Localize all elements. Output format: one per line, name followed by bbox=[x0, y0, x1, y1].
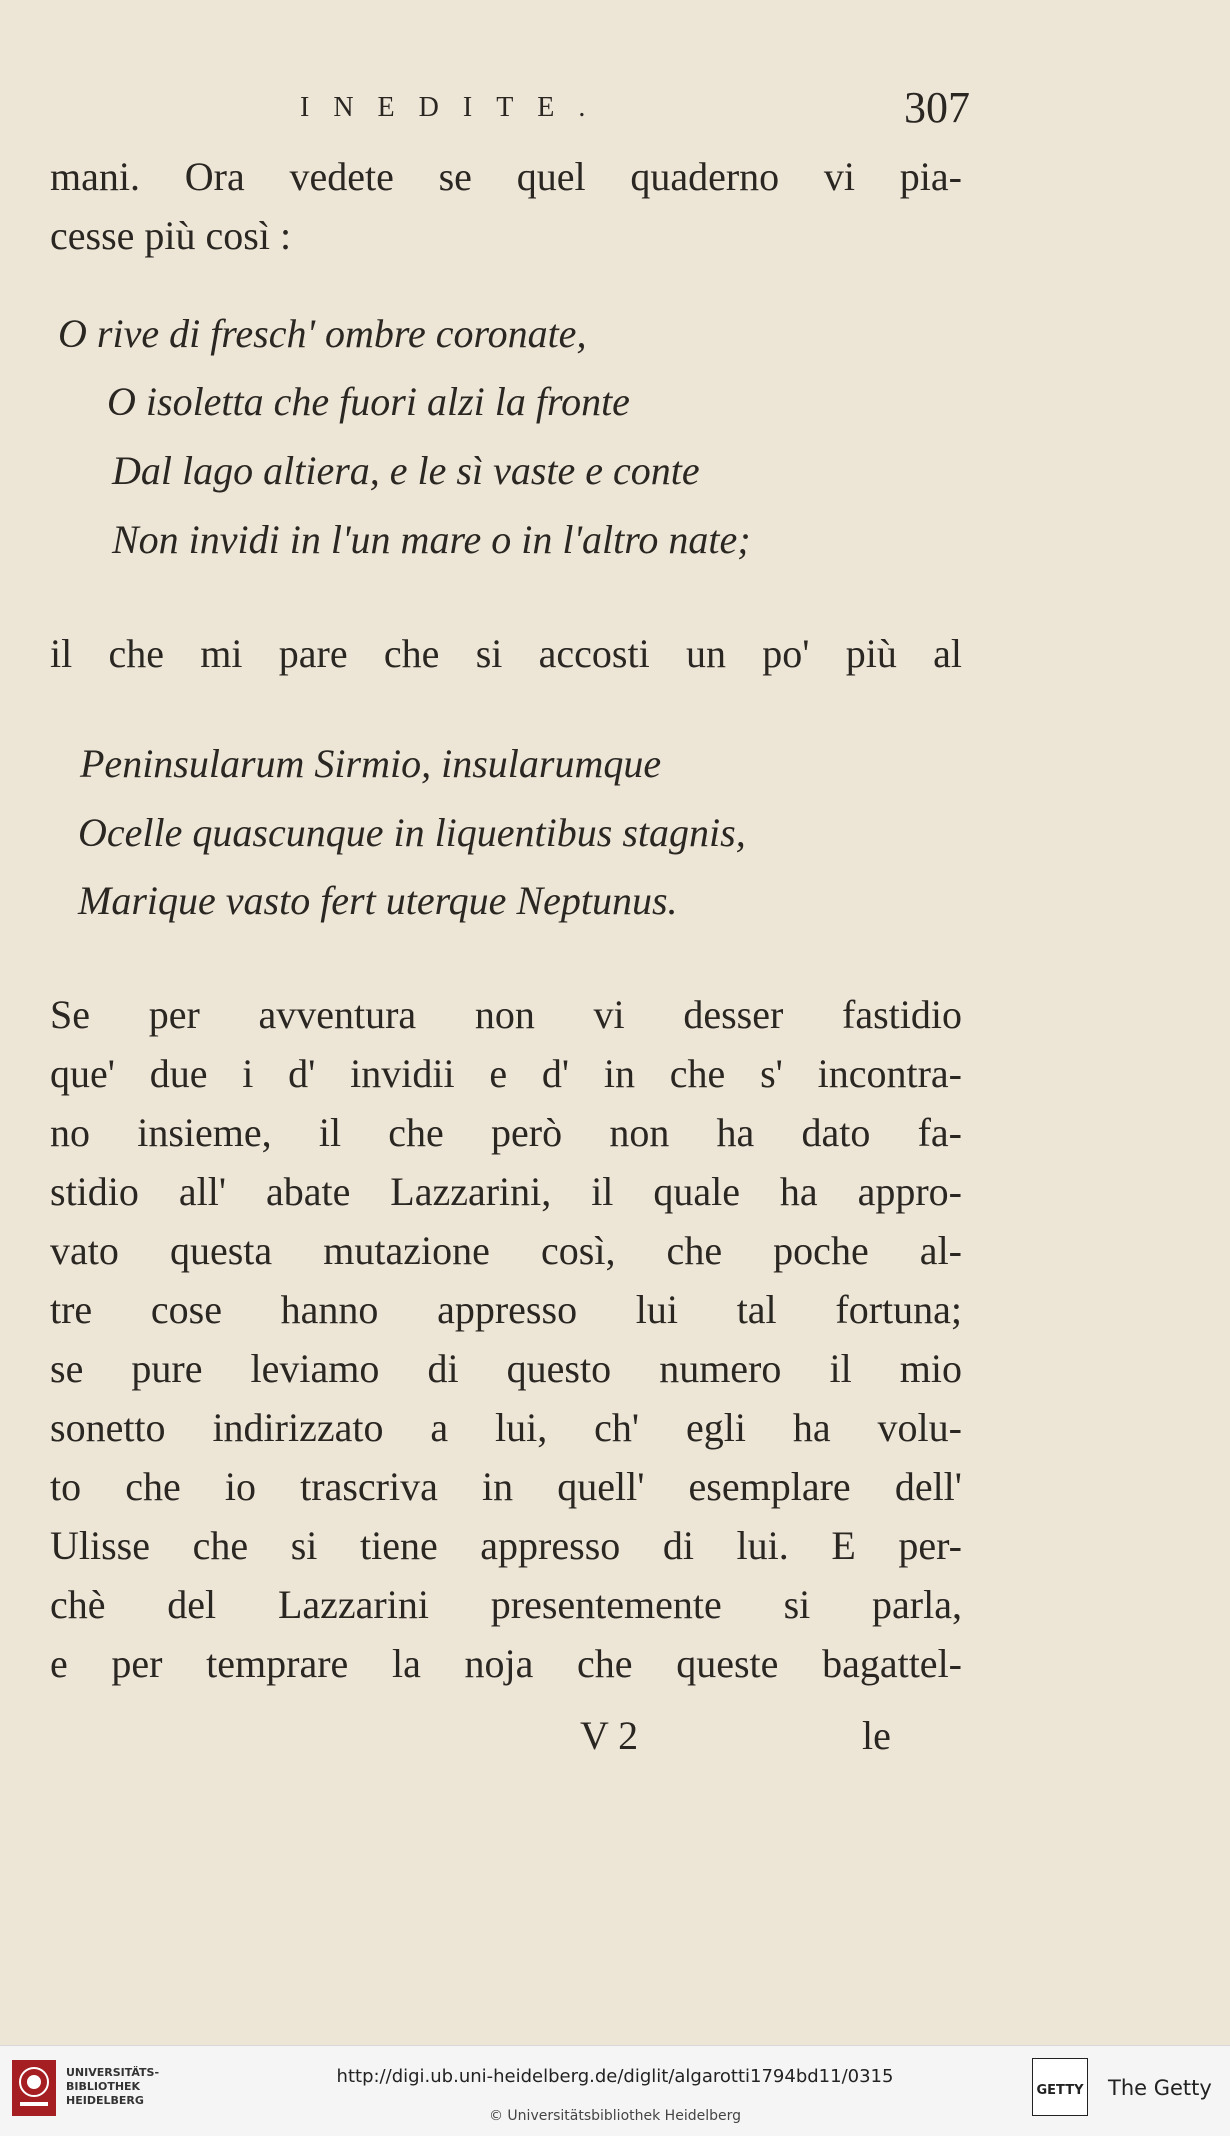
getty-name: The Getty bbox=[1108, 2076, 1212, 2100]
text-line: sonetto indirizzato a lui, ch' egli ha volu- bbox=[50, 1405, 962, 1450]
text-line: e per temprare la noja che queste bagattel- bbox=[50, 1641, 962, 1686]
text-line: no insieme, il che però non ha dato fa- bbox=[50, 1110, 962, 1155]
verse-line: Dal lago altiera, e le sì vaste e conte bbox=[112, 448, 700, 493]
text-line: il che mi pare che si accosti un po' più al bbox=[50, 631, 962, 676]
text-line: que' due i d' invidii e d' in che s' incontra- bbox=[50, 1051, 962, 1096]
signature-row bbox=[0, 1712, 1230, 1762]
verse-line: O rive di fresch' ombre coronate, bbox=[58, 311, 587, 356]
verse-line: Non invidi in l'un mare o in l'altro nate; bbox=[112, 517, 751, 562]
verse-line: Peninsularum Sirmio, insularumque bbox=[80, 741, 662, 786]
svg-text:GETTY: GETTY bbox=[1036, 2083, 1084, 2098]
text-line: se pure leviamo di questo numero il mio bbox=[50, 1346, 962, 1391]
verse-line: O isoletta che fuori alzi la fronte bbox=[107, 379, 630, 424]
permalink-link[interactable]: http://digi.ub.uni-heidelberg.de/diglit/algarotti1794bd11/0315 bbox=[336, 2066, 894, 2087]
prose-after bbox=[50, 985, 962, 1693]
text-line: Se per avventura non vi desser fastidio bbox=[50, 992, 962, 1037]
page-number: 307 bbox=[904, 83, 970, 132]
running-title: INEDITE. bbox=[300, 92, 610, 123]
prose-middle bbox=[50, 624, 962, 683]
running-header bbox=[50, 82, 970, 142]
verse-line: Ocelle quascunque in liquentibus stagnis, bbox=[78, 810, 746, 855]
text-line: stidio all' abate Lazzarini, il quale ha appro- bbox=[50, 1169, 962, 1214]
viewer-footer bbox=[0, 2045, 1230, 2136]
copyright-notice: © Universitätsbibliothek Heidelberg bbox=[488, 2108, 741, 2124]
signature-mark: V 2 bbox=[580, 1713, 639, 1758]
text-line: mani. Ora vedete se quel quaderno vi pia- bbox=[50, 154, 962, 199]
text-line: Ulisse che si tiene appresso di lui. E per- bbox=[50, 1523, 962, 1568]
getty-logo-icon bbox=[1032, 2058, 1088, 2116]
text-line: vato questa mutazione così, che poche al- bbox=[50, 1228, 962, 1273]
catchword: le bbox=[862, 1713, 891, 1758]
verse-line: Marique vasto fert uterque Neptunus. bbox=[78, 878, 678, 923]
text-line: tre cose hanno appresso lui tal fortuna; bbox=[50, 1287, 962, 1332]
text-line: cesse più così : bbox=[50, 213, 292, 258]
text-line: chè del Lazzarini presentemente si parla, bbox=[50, 1582, 962, 1627]
library-name: UNIVERSITÄTS- BIBLIOTHEK HEIDELBERG bbox=[66, 2066, 160, 2107]
prose-before bbox=[50, 147, 962, 265]
text-line: to che io trascriva in quell' esemplare dell' bbox=[50, 1464, 962, 1509]
